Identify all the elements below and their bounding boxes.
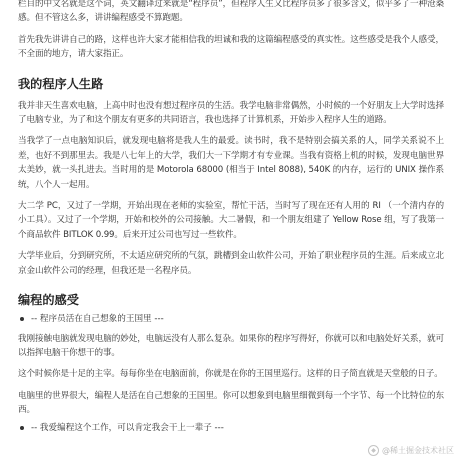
feelings-paragraph-1: 我刚接触电脑就发现电脑的妙处，电脑远没有人那么复杂。如果你的程序写得好，你就可以和电脑处好关系，就可以指挥电脑干你想干的事。 — [18, 333, 444, 358]
article-body — [18, 0, 444, 435]
intro-paragraph-2: 首先我先讲讲自己的路，这样也许大家才能相信我的坦诚和我的这篇编程感受的真实性。这些感受是我个人感受，不全面的地方，请大家指正。 — [18, 34, 444, 60]
watermark — [368, 445, 454, 456]
watermark-text: @稀土掘金技术社区 — [382, 446, 454, 455]
bullet-icon — [20, 317, 24, 321]
juejin-icon: ◆ — [368, 445, 379, 456]
path-paragraph-4: 大学毕业后，分到研究所，不太适应研究所的气氛，跳槽到金山软件公司，开始了职业程序员的生涯。后来成立北京金山软件公司的经理，但我还是一名程序员。 — [18, 251, 444, 276]
path-paragraph-3: 大二学 PC，又过了一学期，开始出现在老师的实验室，帮忙干活，当时写了现在还有人用的 RI （一个清内存的小工具）。又过了一个学期，开始和校外的公司接触。大二暑假，和一个朋友组建了 Yellow Rose 组，写了我第一个商品软件 BITLOK 0.99。后来开过公司也写过一些软件。 — [18, 201, 444, 240]
list-item — [31, 312, 444, 326]
section-heading-feelings: 编程的感受 — [18, 293, 79, 308]
list-item — [31, 421, 444, 435]
section-heading-my-path: 我的程序人生路 — [18, 76, 104, 91]
feelings-paragraph-2: 这个时候你是十足的主宰。每每你坐在电脑面前，你就是在你的王国里巡行。这样的日子简直就是天堂般的日子。 — [18, 369, 443, 380]
list-item-text: -- 我爱编程这个工作，可以肯定我会干上一辈子 --- — [31, 422, 224, 433]
path-paragraph-2: 当我学了一点电脑知识后，就发现电脑将是我人生的最爱。读书时，我不是特别会搞关系的人，同学关系说不上差，也好不到那里去。我是八七年上的大学，我们大一下学期才有专业课。当我有资格上机的时候，发现电脑世界太美妙，就一头扎进去。当时用的是 Motorola 68000 (相当于 Intel 8088), 540K 的内存，运行的 UNIX 操作系统，八个人一起用。 — [18, 136, 444, 190]
intro-paragraph-1: 栏目的中文名就是这个词，英文翻译过来就是“程序员”，但程序人生又比程序员多了很多含义，似乎多了一种沧桑感。但不管这么多，讲讲编程感受不算跑题。 — [18, 0, 444, 24]
path-paragraph-1: 我并非天生喜欢电脑，上高中时也没有想过程序员的生活。我学电脑非常偶然，小时候的一个好朋友上大学时选择了电脑专业，为了和这个朋友有更多的共同语言，我也选择了计算机系，开始步入程序人生的道路。 — [18, 100, 444, 126]
bullet-list-2 — [18, 421, 444, 435]
list-item-text: -- 程序员活在自己想象的王国里 --- — [31, 314, 164, 325]
bullet-list-1 — [18, 312, 444, 326]
feelings-paragraph-3: 电脑里的世界很大，编程人是活在自己想象的王国里。你可以想象到电脑里细微到每一个字节、每一个比特位的东西。 — [18, 390, 444, 416]
bullet-icon — [20, 426, 24, 430]
